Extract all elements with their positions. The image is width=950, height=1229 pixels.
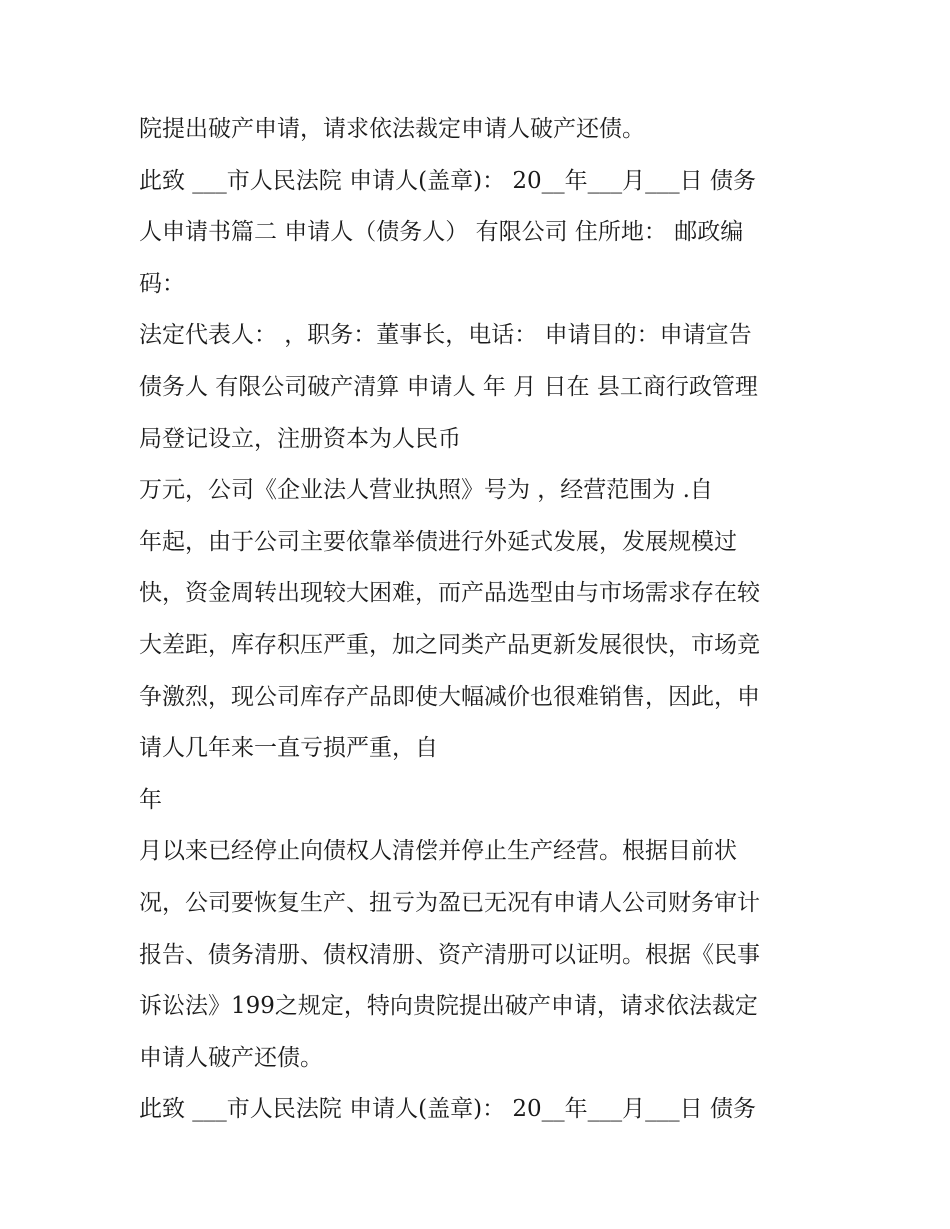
text-line: 法定代表人： ，职务：董事长，电话： 申请目的：申请宣告 (139, 322, 752, 349)
text-line: 局登记设立，注册资本为人民币 (139, 425, 461, 452)
text-line: 大差距，库存积压严重，加之同类产品更新发展很快，市场竞 (139, 631, 760, 658)
text-line: 请人几年来一直亏损严重，自 (139, 735, 438, 762)
text-line: 申请人破产还债。 (139, 1044, 323, 1071)
text-line: 此致 ___市人民法院 申请人(盖章)： 20__年___月___日 债务 (139, 167, 756, 194)
text-line: 报告、债务清册、债权清册、资产清册可以证明。根据《民事 (139, 941, 760, 968)
text-line: 年起，由于公司主要依靠举债进行外延式发展，发展规模过 (139, 528, 737, 555)
text-line: 诉讼法》199之规定，特向贵院提出破产申请，请求依法裁定 (139, 993, 758, 1020)
text-line: 债务人 有限公司破产清算 申请人 年 月 日在 县工商行政管理 (139, 373, 758, 400)
text-line: 月以来已经停止向债权人清偿并停止生产经营。根据目前状 (139, 838, 737, 865)
text-line: 万元，公司《企业法人营业执照》号为 ，经营范围为 .自 (139, 477, 713, 504)
document-body (139, 104, 829, 1136)
text-line: 争激烈，现公司库存产品即使大幅减价也很难销售，因此，申 (139, 683, 760, 710)
text-line: 年 (139, 786, 162, 813)
text-line: 人申请书篇二 申请人（债务人） 有限公司 住所地： 邮政编 (139, 219, 744, 246)
text-line: 院提出破产申请，请求依法裁定申请人破产还债。 (139, 116, 645, 142)
text-line: 码： (139, 270, 185, 297)
text-line: 况，公司要恢复生产、扭亏为盈已无况有申请人公司财务审计 (139, 889, 760, 916)
text-line: 快，资金周转出现较大困难，而产品选型由与市场需求存在较 (139, 580, 760, 607)
text-line: 此致 ___市人民法院 申请人(盖章)： 20__年___月___日 债务 (139, 1096, 756, 1123)
